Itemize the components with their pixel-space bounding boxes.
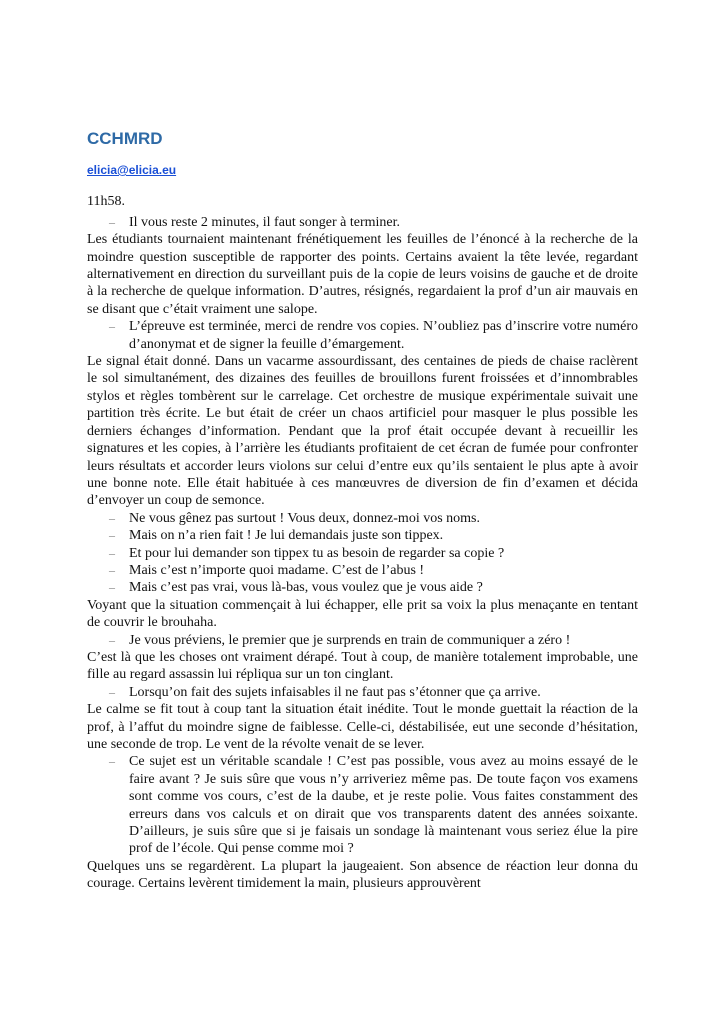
- dialogue-dash: –: [109, 632, 115, 647]
- dialogue-line: [87, 214, 638, 231]
- dialogue-dash: –: [109, 562, 115, 577]
- dialogue-text: Ce sujet est un véritable scandale ! C’est pas possible, vous avez au moins essayé de le faire avant ? Je suis sûre que vous n’y arriveriez même pas. De toute façon vos examens sont comme vos cours, c’est de la daube, et je reste polie. Vous faites constamment des erreurs dans vos calculs et on dirait que vos transparents datent des années soixante. D’ailleurs, je suis sûre que si je faisais un sondage là maintenant vous seriez élue la pire prof de l’école. Qui pense comme moi ?: [129, 754, 638, 857]
- dialogue-line: [87, 632, 638, 649]
- dialogue-text: Mais c’est n’importe quoi madame. C’est de l’abus !: [129, 562, 425, 578]
- dialogue-dash: –: [109, 684, 115, 699]
- dialogue-line: [87, 510, 638, 527]
- dialogue-text: Il vous reste 2 minutes, il faut songer à terminer.: [129, 214, 400, 230]
- dialogue-line: [87, 753, 638, 857]
- dialogue-line: [87, 684, 638, 701]
- document-page: [87, 128, 638, 893]
- dialogue-line: [87, 318, 638, 353]
- dialogue-text: Mais c’est pas vrai, vous là-bas, vous voulez que je vous aide ?: [129, 580, 483, 596]
- document-title: CCHMRD: [87, 129, 163, 148]
- dialogue-text: Je vous préviens, le premier que je surprends en train de communiquer a zéro !: [129, 632, 571, 648]
- dialogue-dash: –: [109, 319, 115, 334]
- timestamp-text: 11h58.: [87, 194, 125, 210]
- dialogue-dash: –: [109, 214, 115, 229]
- dialogue-dash: –: [109, 545, 115, 560]
- narrative-paragraph: Les étudiants tournaient maintenant frénétiquement les feuilles de l’énoncé à la recherche de la moindre question susceptible de rapporter des points. Certains avaient la tête levée, regardant alternativement en direction du surveillant puis de la copie de leurs voisins de gauche et de droite à la recherche de quelque information. D’autres, résignés, regardaient la prof d’un air mauvais en se disant que c’était vraiment une salope.: [87, 232, 638, 317]
- dialogue-text: L’épreuve est terminée, merci de rendre vos copies. N’oubliez pas d’inscrire votre numéro d’anonymat et de signer la feuille d’émargement.: [129, 319, 638, 352]
- dialogue-line: [87, 579, 638, 596]
- dialogue-text: Et pour lui demander son tippex tu as besoin de regarder sa copie ?: [129, 545, 505, 561]
- narrative-paragraph: Le calme se fit tout à coup tant la situation était inédite. Tout le monde guettait la réaction de la prof, à l’affut du moindre signe de faiblesse. Celle-ci, déstabilisée, eut une seconde d’hésitation, une seconde de trop. Le vent de la révolte venait de se lever.: [87, 702, 638, 752]
- dialogue-dash: –: [109, 580, 115, 595]
- dialogue-dash: –: [109, 528, 115, 543]
- dialogue-text: Ne vous gênez pas surtout ! Vous deux, donnez-moi vos noms.: [129, 510, 480, 526]
- dialogue-dash: –: [109, 754, 115, 769]
- narrative-paragraph: Quelques uns se regardèrent. La plupart la jaugeaient. Son absence de réaction leur donna du courage. Certains levèrent timidement la main, plusieurs approuvèrent: [87, 858, 638, 892]
- narrative-paragraph: Voyant que la situation commençait à lui échapper, elle prit sa voix la plus menaçante en tentant de couvrir le brouhaha.: [87, 597, 638, 631]
- dialogue-text: Mais on n’a rien fait ! Je lui demandais juste son tippex.: [129, 528, 444, 544]
- narrative-paragraph: Le signal était donné. Dans un vacarme assourdissant, des centaines de pieds de chaise raclèrent le sol simultanément, des dizaines des feuilles de brouillons furent froissées et d’innombrables stylos et règles tombèrent sur le carrelage. Cet orchestre de musique expérimentale suivait une partition très écrite. Le but était de créer un chaos artificiel pour masquer le plus possible les derniers échanges d’information. Pendant que la prof était occupée devant à recueillir les signatures et les copies, à l’arrière les étudiants profitaient de cet écran de fumée pour confronter leurs résultats et accorder leurs violons sur celui d’entre eux qu’ils sentaient le plus apte à avoir une bonne note. Elle était habituée à ces manœuvres de diversion de fin d’examen et décida d’envoyer un coup de semonce.: [87, 354, 638, 509]
- narrative-paragraph: C’est là que les choses ont vraiment dérapé. Tout à coup, de manière totalement improbable, une fille au regard assassin lui répliqua sur un ton cinglant.: [87, 649, 638, 683]
- dialogue-line: [87, 562, 638, 579]
- dialogue-dash: –: [109, 510, 115, 525]
- dialogue-line: [87, 545, 638, 562]
- dialogue-line: [87, 527, 638, 544]
- dialogue-text: Lorsqu’on fait des sujets infaisables il ne faut pas s’étonner que ça arrive.: [129, 684, 541, 700]
- story-body: [87, 214, 638, 893]
- email-link[interactable]: elicia@elicia.eu: [87, 163, 177, 177]
